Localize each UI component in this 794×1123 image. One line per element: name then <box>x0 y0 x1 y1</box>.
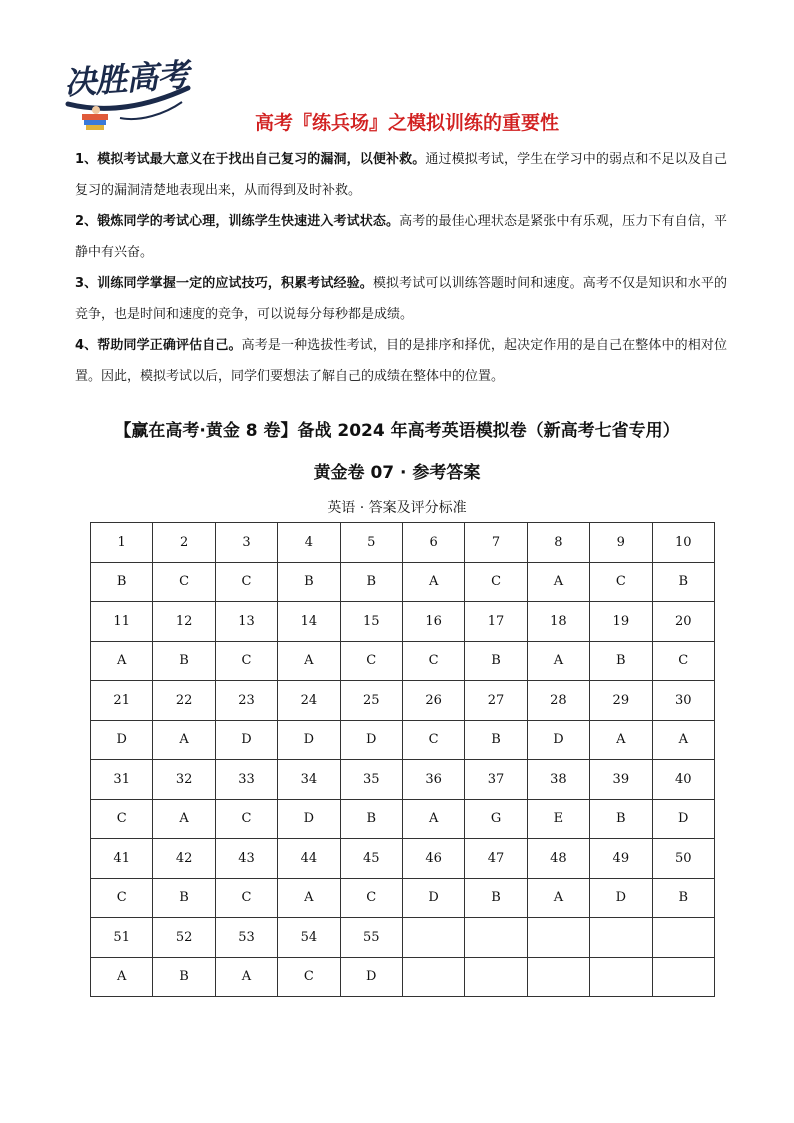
intro-heading-3: 3、训练同学掌握一定的应试技巧，积累考试经验。 <box>75 276 373 291</box>
question-number-cell: 15 <box>340 602 402 642</box>
intro-text-3: 模拟考试可以训练答题时间和速度。高考不仅是知识和水平的竞争，也是时间和速度的竞争，可以说每分每秒都是成绩。 <box>75 276 727 322</box>
answer-cell: D <box>652 799 714 839</box>
answer-cell: C <box>215 562 277 602</box>
question-number-cell <box>527 918 589 958</box>
answer-cell: C <box>402 641 464 681</box>
question-number-cell: 1 <box>91 523 153 563</box>
question-number-cell: 53 <box>215 918 277 958</box>
answer-cell <box>590 957 652 997</box>
answer-cell: G <box>465 799 527 839</box>
answer-cell: A <box>278 641 340 681</box>
answer-cell: A <box>590 720 652 760</box>
answer-cell: D <box>402 878 464 918</box>
answer-cell: D <box>590 878 652 918</box>
question-number-cell: 21 <box>91 681 153 721</box>
question-number-cell: 32 <box>153 760 215 800</box>
question-number-cell: 27 <box>465 681 527 721</box>
question-number-cell: 44 <box>278 839 340 879</box>
question-number-cell: 22 <box>153 681 215 721</box>
question-number-cell: 16 <box>402 602 464 642</box>
question-number-cell: 29 <box>590 681 652 721</box>
answer-cell: B <box>590 641 652 681</box>
document-subtitle: 黄金卷 07 · 参考答案 <box>313 463 481 483</box>
intro-paragraph-4 <box>75 330 727 392</box>
question-number-cell: 19 <box>590 602 652 642</box>
answer-cell: A <box>652 720 714 760</box>
question-number-cell: 24 <box>278 681 340 721</box>
answer-cell <box>652 957 714 997</box>
table-caption: 英语 · 答案及评分标准 <box>327 500 467 516</box>
answer-cell: A <box>402 562 464 602</box>
intro-section <box>75 144 727 392</box>
question-number-cell: 31 <box>91 760 153 800</box>
question-number-cell: 5 <box>340 523 402 563</box>
answer-cell: D <box>278 799 340 839</box>
question-number-cell: 18 <box>527 602 589 642</box>
question-number-cell: 28 <box>527 681 589 721</box>
answer-row <box>91 641 715 681</box>
question-number-cell <box>465 918 527 958</box>
question-number-cell: 42 <box>153 839 215 879</box>
answer-cell <box>527 957 589 997</box>
answer-cell: D <box>527 720 589 760</box>
question-number-cell: 39 <box>590 760 652 800</box>
answer-cell: C <box>91 799 153 839</box>
answer-cell: D <box>91 720 153 760</box>
question-number-cell <box>402 918 464 958</box>
answer-cell: A <box>527 562 589 602</box>
question-number-cell: 20 <box>652 602 714 642</box>
question-number-cell: 26 <box>402 681 464 721</box>
question-number-cell <box>652 918 714 958</box>
answer-row <box>91 878 715 918</box>
answer-cell: B <box>340 799 402 839</box>
question-number-cell: 14 <box>278 602 340 642</box>
answer-cell: B <box>652 878 714 918</box>
question-number-cell: 11 <box>91 602 153 642</box>
answer-row <box>91 562 715 602</box>
answer-cell: C <box>215 641 277 681</box>
answer-cell: B <box>153 878 215 918</box>
answer-cell: C <box>402 720 464 760</box>
question-number-cell: 13 <box>215 602 277 642</box>
answer-cell: B <box>465 720 527 760</box>
answer-cell: D <box>340 957 402 997</box>
answer-cell: B <box>153 641 215 681</box>
question-number-cell: 45 <box>340 839 402 879</box>
question-number-cell: 34 <box>278 760 340 800</box>
question-number-cell: 41 <box>91 839 153 879</box>
question-number-cell: 40 <box>652 760 714 800</box>
question-number-cell: 38 <box>527 760 589 800</box>
answer-cell: C <box>215 799 277 839</box>
answer-cell: C <box>652 641 714 681</box>
question-number-row <box>91 681 715 721</box>
answer-cell: A <box>215 957 277 997</box>
answer-cell: E <box>527 799 589 839</box>
answer-cell: B <box>153 957 215 997</box>
question-number-cell: 49 <box>590 839 652 879</box>
answer-cell: C <box>215 878 277 918</box>
intro-paragraph-2 <box>75 206 727 268</box>
question-number-cell: 3 <box>215 523 277 563</box>
question-number-row <box>91 839 715 879</box>
question-number-cell: 47 <box>465 839 527 879</box>
answer-cell: B <box>278 562 340 602</box>
question-number-cell: 30 <box>652 681 714 721</box>
intro-paragraph-1 <box>75 144 727 206</box>
question-number-cell <box>590 918 652 958</box>
document-title: 【赢在高考·黄金 8 卷】备战 2024 年高考英语模拟卷（新高考七省专用） <box>114 421 680 441</box>
question-number-cell: 8 <box>527 523 589 563</box>
intro-text-1: 通过模拟考试，学生在学习中的弱点和不足以及自己复习的漏洞清楚地表现出来，从而得到及时补救。 <box>75 152 727 198</box>
question-number-cell: 7 <box>465 523 527 563</box>
answer-cell: B <box>465 878 527 918</box>
question-number-cell: 12 <box>153 602 215 642</box>
answer-cell: C <box>340 878 402 918</box>
question-number-row <box>91 918 715 958</box>
answer-cell: A <box>153 720 215 760</box>
question-number-cell: 36 <box>402 760 464 800</box>
answer-cell: C <box>153 562 215 602</box>
question-number-cell: 50 <box>652 839 714 879</box>
answer-cell: A <box>402 799 464 839</box>
answer-cell: B <box>590 799 652 839</box>
answer-cell <box>402 957 464 997</box>
intro-text-2: 高考的最佳心理状态是紧张中有乐观，压力下有自信，平静中有兴奋。 <box>75 214 727 260</box>
logo-text: 决胜高考 <box>62 55 190 103</box>
intro-text-4: 高考是一种选拔性考试，目的是排序和择优，起决定作用的是自己在整体中的相对位置。因此，模拟考试以后，同学们要想法了解自己的成绩在整体中的位置。 <box>75 338 727 384</box>
answer-cell: D <box>215 720 277 760</box>
question-number-cell: 43 <box>215 839 277 879</box>
question-number-row <box>91 523 715 563</box>
question-number-cell: 4 <box>278 523 340 563</box>
question-number-cell: 23 <box>215 681 277 721</box>
question-number-cell: 52 <box>153 918 215 958</box>
question-number-cell: 9 <box>590 523 652 563</box>
intro-heading-1: 1、模拟考试最大意义在于找出自己复习的漏洞，以便补救。 <box>75 152 426 167</box>
answer-cell: D <box>340 720 402 760</box>
answer-cell: B <box>652 562 714 602</box>
answer-row <box>91 957 715 997</box>
question-number-cell: 17 <box>465 602 527 642</box>
answer-cell: A <box>91 641 153 681</box>
answer-cell: C <box>590 562 652 602</box>
question-number-cell: 33 <box>215 760 277 800</box>
question-number-cell: 25 <box>340 681 402 721</box>
question-number-cell: 6 <box>402 523 464 563</box>
question-number-cell: 37 <box>465 760 527 800</box>
question-number-row <box>91 760 715 800</box>
answer-cell: A <box>527 878 589 918</box>
intro-heading-4: 4、帮助同学正确评估自己。 <box>75 338 242 353</box>
question-number-cell: 48 <box>527 839 589 879</box>
answer-cell: B <box>91 562 153 602</box>
answer-row <box>91 799 715 839</box>
question-number-cell: 55 <box>340 918 402 958</box>
answer-cell: A <box>527 641 589 681</box>
answer-cell: C <box>278 957 340 997</box>
answer-cell: C <box>465 562 527 602</box>
question-number-cell: 35 <box>340 760 402 800</box>
answer-cell: B <box>340 562 402 602</box>
question-number-cell: 2 <box>153 523 215 563</box>
answer-cell <box>465 957 527 997</box>
intro-paragraph-3 <box>75 268 727 330</box>
answer-cell: B <box>465 641 527 681</box>
answer-cell: C <box>91 878 153 918</box>
answer-cell: C <box>340 641 402 681</box>
question-number-cell: 10 <box>652 523 714 563</box>
answer-cell: D <box>278 720 340 760</box>
question-number-cell: 51 <box>91 918 153 958</box>
answer-cell: A <box>153 799 215 839</box>
intro-heading-2: 2、锻炼同学的考试心理，训练学生快速进入考试状态。 <box>75 214 400 229</box>
answer-table <box>90 522 715 997</box>
question-number-cell: 54 <box>278 918 340 958</box>
question-number-row <box>91 602 715 642</box>
answer-row <box>91 720 715 760</box>
answer-cell: A <box>91 957 153 997</box>
banner-title: 高考『练兵场』之模拟训练的重要性 <box>254 112 559 134</box>
answer-cell: A <box>278 878 340 918</box>
question-number-cell: 46 <box>402 839 464 879</box>
